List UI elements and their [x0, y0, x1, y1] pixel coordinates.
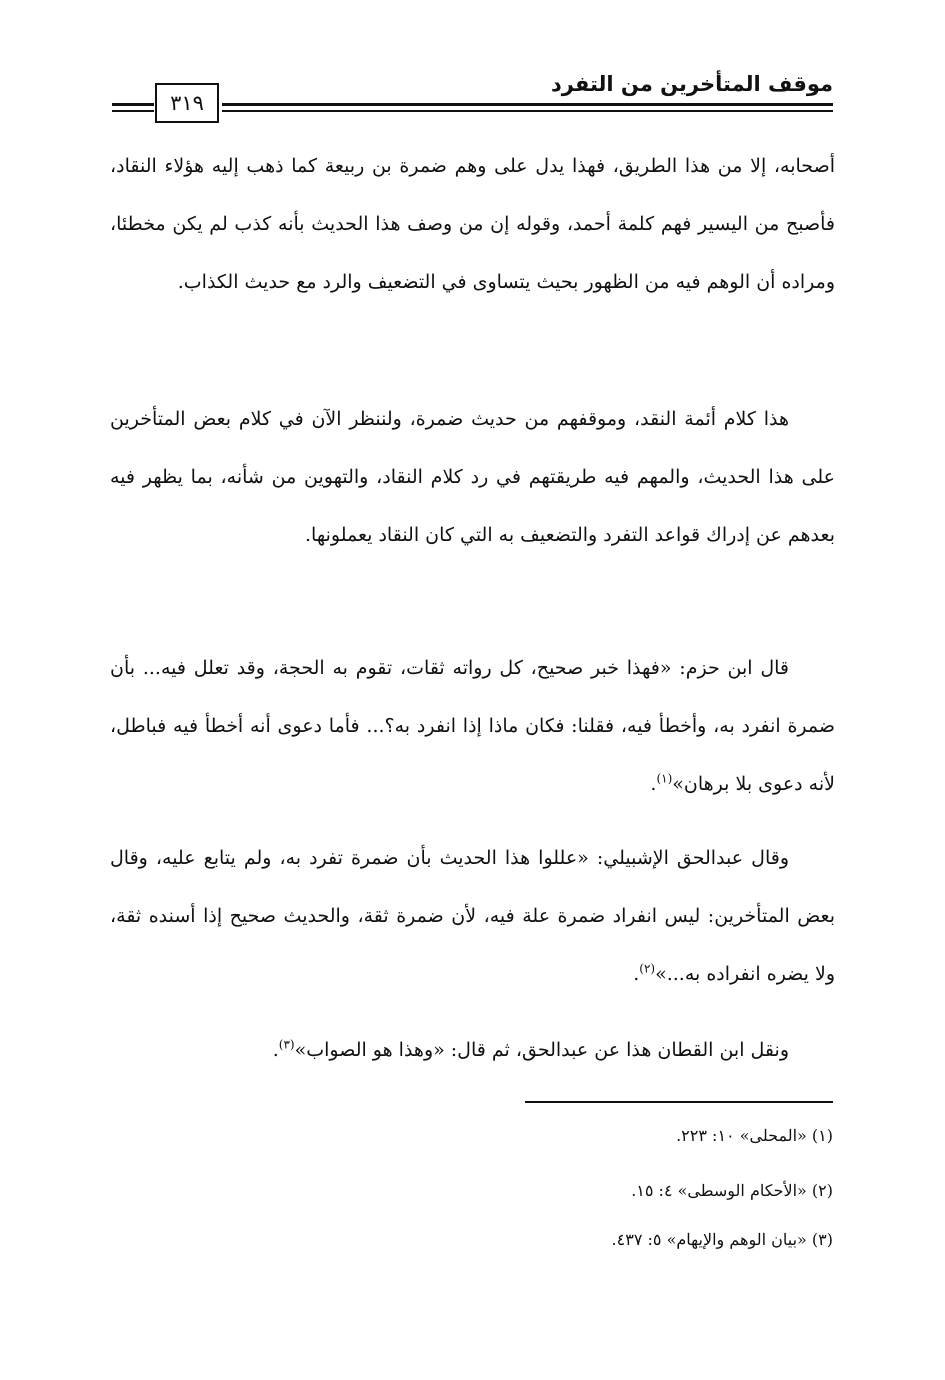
sentence-period: . [650, 773, 657, 795]
header-rule [112, 110, 154, 112]
paragraph-text: ونقل ابن القطان هذا عن عبدالحق، ثم قال: «وهذا هو الصواب» [294, 1039, 789, 1061]
footnote-marker: (٣) [278, 1037, 295, 1052]
paragraph [110, 390, 835, 564]
header-rule [222, 110, 833, 112]
running-title: موقف المتأخرين من التفرد [551, 72, 833, 96]
paragraph-text: هذا كلام أئمة النقد، وموقفهم من حديث ضمرة، ولننظر الآن في كلام بعض المتأخرين على هذا الحديث، والمهم فيه طريقتهم في رد كلام النقاد، والتهوين من شأنه، بما يظهر فيه بعدهم عن إدراك قواعد التفرد والتضعيف به التي كان النقاد يعملونها. [110, 408, 835, 546]
paragraph [110, 829, 835, 1003]
paragraph-text: أصحابه، إلا من هذا الطريق، فهذا يدل على وهم ضمرة بن ربيعة كما ذهب إليه هؤلاء النقاد، فأصبح من اليسير فهم كلمة أحمد، وقوله إن من وصف هذا الحديث بأنه كذب لم يكن مخطئا، ومراده أن الوهم فيه من الظهور بحيث يتساوى في التضعيف والرد مع حديث الكذاب. [110, 155, 835, 293]
footnote-marker: (٢) [639, 961, 656, 976]
page-number: ٣١٩ [155, 83, 219, 123]
paragraph [110, 1021, 835, 1079]
footnote: (١) «المحلى» ١٠: ٢٢٣. [676, 1126, 833, 1145]
footnote-separator [525, 1101, 833, 1103]
footnote-marker: (١) [656, 771, 673, 786]
sentence-period: . [633, 963, 640, 985]
paragraph [110, 639, 835, 813]
footnote: (٢) «الأحكام الوسطى» ٤: ١٥. [631, 1181, 833, 1200]
header-rule [222, 103, 833, 106]
paragraph-text: وقال عبدالحق الإشبيلي: «عللوا هذا الحديث بأن ضمرة تفرد به، ولم يتابع عليه، وقال بعض المتأخرين: ليس انفراد ضمرة علة فيه، لأن ضمرة ثقة، والحديث صحيح إذا أسنده ثقة، ولا يضره انفراده به...» [110, 847, 835, 985]
sentence-period: . [272, 1039, 279, 1061]
paragraph [110, 137, 835, 311]
paragraph-text: قال ابن حزم: «فهذا خبر صحيح، كل رواته ثقات، تقوم به الحجة، وقد تعلل فيه... بأن ضمرة انفرد به، وأخطأ فيه، فقلنا: فكان ماذا إذا انفرد به؟... فأما دعوى أنه أخطأ فيه فباطل، لأنه دعوى بلا برهان» [110, 657, 835, 795]
footnote: (٣) «بيان الوهم والإيهام» ٥: ٤٣٧. [611, 1230, 833, 1249]
header-rule [112, 103, 154, 106]
